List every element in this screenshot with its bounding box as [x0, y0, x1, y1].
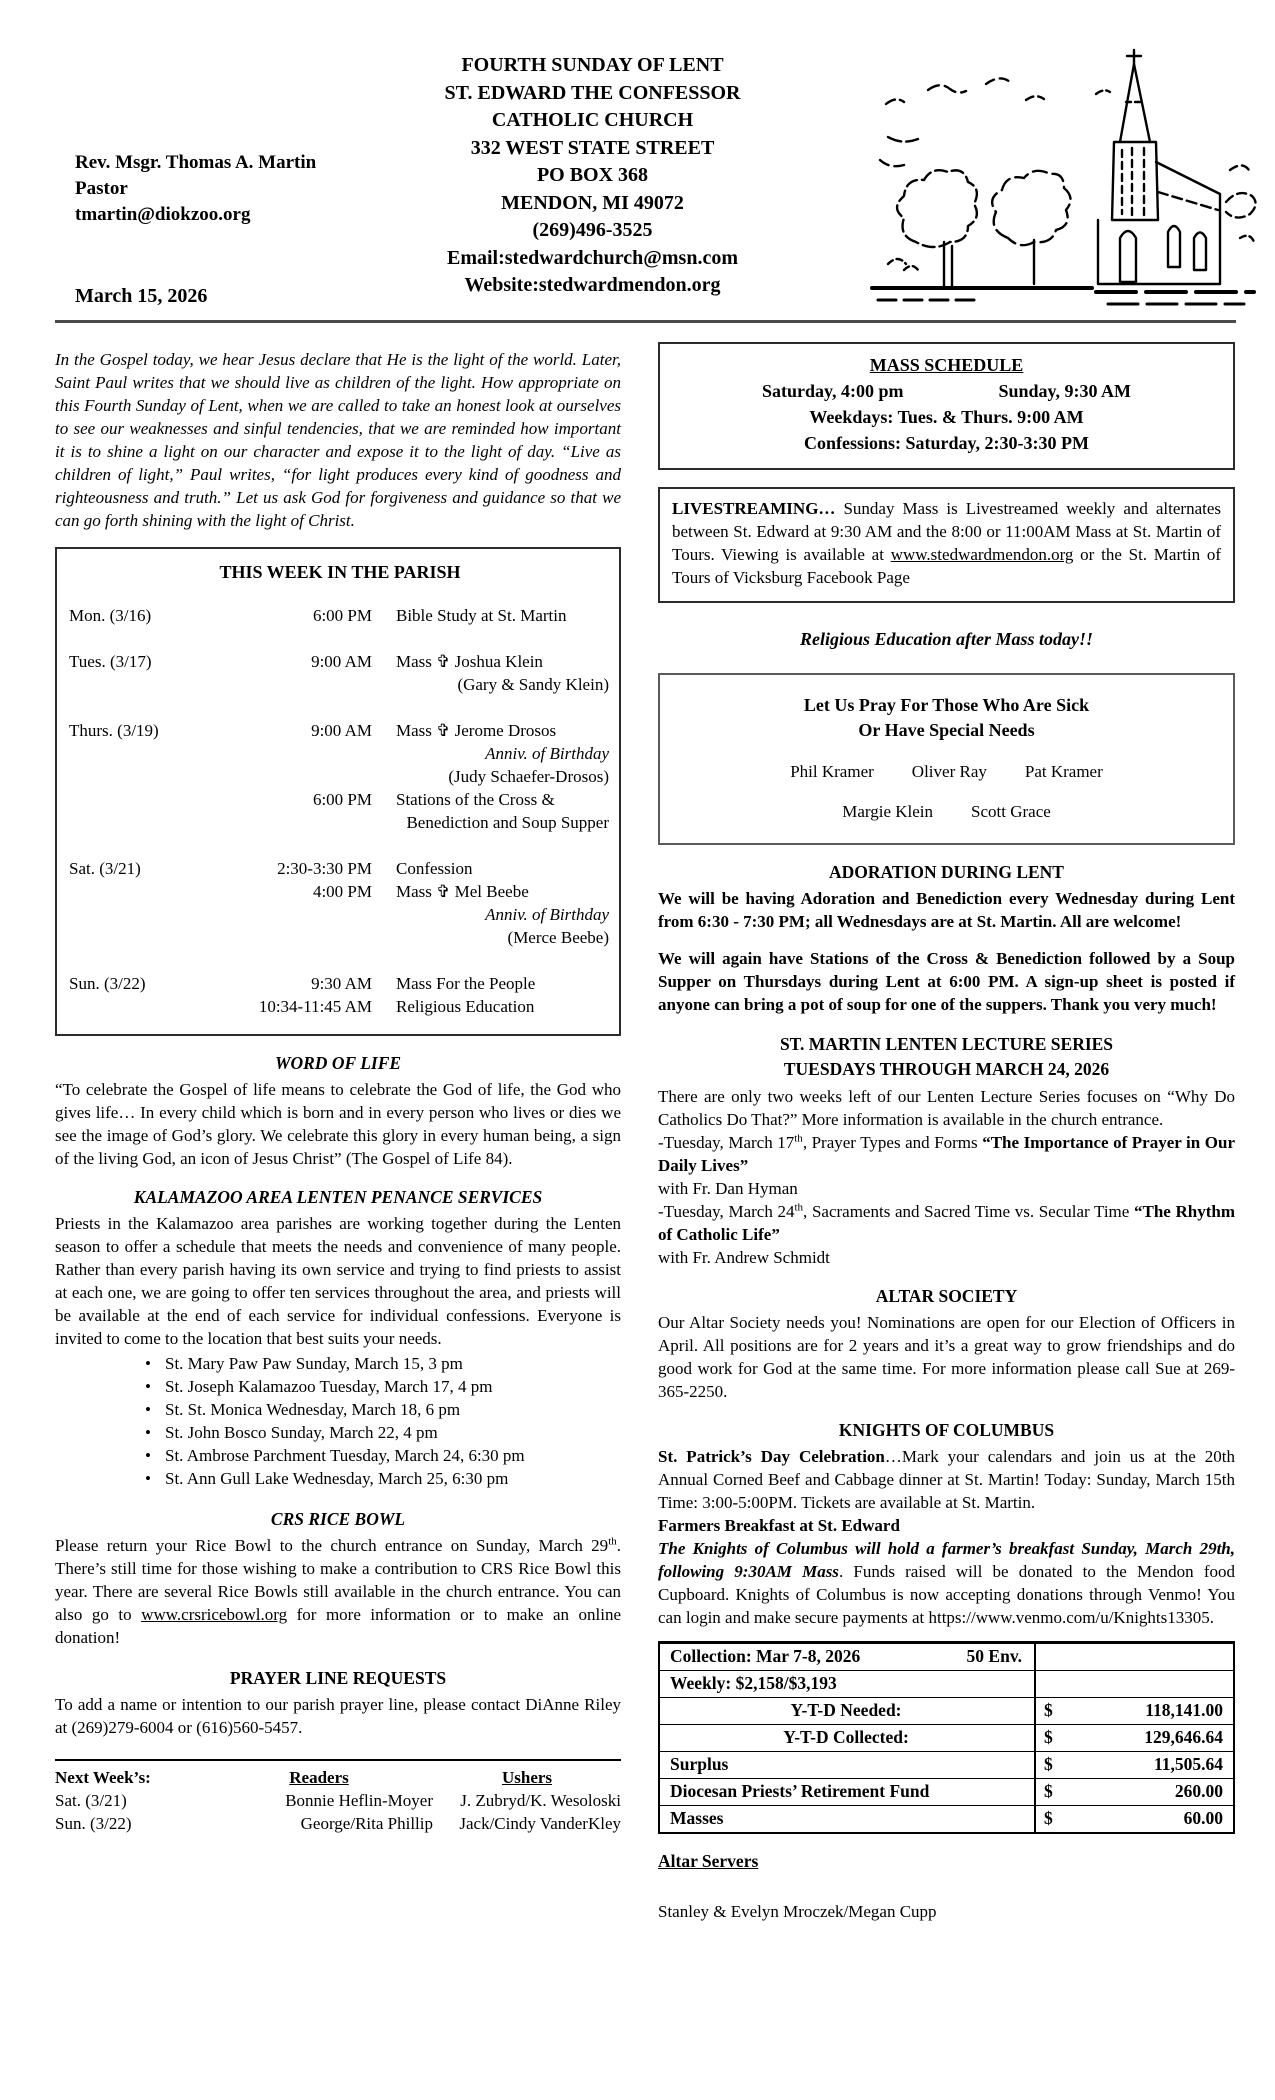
masthead-line: ST. EDWARD THE CONFESSOR: [444, 81, 741, 104]
readers-header: Readers: [289, 1768, 349, 1787]
schedule-row: [69, 949, 611, 972]
sick-person-name: Pat Kramer: [1024, 762, 1103, 781]
schedule-day: Mon. (3/16): [69, 606, 152, 625]
collection-amount: 129,646.64: [1144, 1727, 1223, 1747]
schedule-day: [69, 995, 194, 1018]
collection-table: [658, 1641, 1235, 1834]
adoration-heading: ADORATION DURING LENT: [829, 862, 1064, 882]
schedule-desc: [372, 949, 611, 972]
schedule-day: [69, 742, 194, 765]
schedule-day: [69, 811, 194, 834]
this-week-title: THIS WEEK IN THE PARISH: [219, 562, 461, 582]
schedule-time: 4:00 PM: [312, 882, 372, 901]
schedule-time: [194, 903, 372, 926]
schedule-time: 6:00 PM: [312, 790, 372, 809]
schedule-row: [69, 742, 611, 765]
schedule-row: [69, 857, 611, 880]
schedule-row: [69, 627, 611, 650]
lecture-intro: There are only two weeks left of our Lenten Lecture Series focuses on “Why Do Catholics Do That?” More information is available in the church entrance.: [658, 1087, 1235, 1129]
collection-row: [660, 1751, 1233, 1778]
schedule-row: [69, 650, 611, 673]
ushers-header: Ushers: [501, 1768, 553, 1787]
collection-row: [660, 1805, 1233, 1832]
penance-service-text: St. Mary Paw Paw Sunday, March 15, 3 pm: [165, 1354, 463, 1373]
schedule-desc: Benediction and Soup Supper: [406, 813, 609, 832]
schedule-desc: [372, 834, 611, 857]
schedule-day: [69, 949, 194, 972]
collection-label: Surplus: [670, 1754, 729, 1774]
schedule-row: [69, 880, 611, 903]
schedule-desc: Anniv. of Birthday: [485, 905, 609, 924]
crs-body[interactable]: Please return your Rice Bowl to the church entrance on Sunday, March 29th. There’s still time for those wishing to make a contribution to CRS Rice Bowl this year. There are several Rice Bowls still available in the church entrance. You can also go to www.crsricebowl.org for more information or to make an online donation!: [55, 1535, 622, 1647]
currency-sign: $: [1044, 1700, 1053, 1720]
collection-row: [660, 1643, 1233, 1670]
masthead-line: Email:stedwardchurch@msn.com: [446, 246, 738, 269]
altar-society-heading: ALTAR SOCIETY: [875, 1286, 1018, 1306]
gospel-reflection: In the Gospel today, we hear Jesus declare that He is the light of the world. Later, Saint Paul writes that we should live as children of the light. How appropriate on this Fourth Sunday of Lent, when we are called to take an honest look at ourselves to see our weaknesses and sinful tendencies, that we are reminded how important it is to shine a light on our character and expose it to the light of day. “Live as children of light,” Paul writes, “for light produces every kind of goodness and righteousness and truth.” Let us ask God for forgiveness and guidance so that we can go forth shining with the light of Christ.: [55, 350, 621, 530]
knights-para-2[interactable]: The Knights of Columbus will hold a farmer’s breakfast Sunday, March 29th, following 9:30AM Mass. Funds raised will be donated to the Mendon food Cupboard. Knights of Columbus is now accepting donations through Venmo! You can login and make secure payments at https://www.venmo.com/u/Knights13305.: [658, 1539, 1236, 1627]
schedule-time: 9:00 AM: [311, 721, 372, 740]
penance-service-text: St. Ambrose Parchment Tuesday, March 24, 6:30 pm: [165, 1446, 525, 1465]
schedule-time: [194, 627, 372, 650]
masthead-line: MENDON, MI 49072: [501, 191, 684, 214]
collection-label: Weekly: $2,158/$3,193: [670, 1673, 837, 1693]
schedule-time: 6:00 PM: [312, 606, 372, 625]
collection-row: [660, 1724, 1233, 1751]
schedule-desc: (Judy Schaefer-Drosos): [448, 767, 609, 786]
livestream-box: [658, 487, 1235, 603]
schedule-day: [69, 834, 194, 857]
schedule-day: [69, 696, 194, 719]
lecture-presenter-1: with Fr. Dan Hyman: [658, 1179, 798, 1198]
header-divider: [55, 320, 1236, 323]
mass-schedule-box: [658, 342, 1235, 470]
bullet-icon: •: [145, 1354, 151, 1373]
masthead-line: 332 WEST STATE STREET: [470, 136, 715, 159]
masthead-line: Website:stedwardmendon.org: [464, 274, 721, 296]
schedule-desc: Bible Study at St. Martin: [396, 606, 567, 625]
schedule-time: 9:30 AM: [311, 974, 372, 993]
church-sketch-svg: [858, 42, 1258, 310]
altar-servers-heading: Altar Servers: [658, 1851, 759, 1871]
sick-person-name: Margie Klein: [842, 802, 934, 821]
collection-amount: 260.00: [1174, 1781, 1223, 1801]
masthead-line: (269)496-3525: [532, 219, 653, 241]
schedule-time: [194, 696, 372, 719]
prayer-line-heading: PRAYER LINE REQUESTS: [229, 1668, 447, 1688]
schedule-day: Sun. (3/22): [69, 974, 146, 993]
livestream-text[interactable]: LIVESTREAMING… Sunday Mass is Livestreamed weekly and alternates between St. Edward at 9:30 AM and the 8:00 or 11:00AM Mass at St. Martin of Tours. Viewing is available at www.stedwardmendon.org or the St. Martin of Tours of Vicksburg Facebook Page: [672, 499, 1221, 587]
currency-sign: $: [1044, 1808, 1053, 1828]
currency-sign: $: [1044, 1727, 1053, 1747]
schedule-time: 9:00 AM: [311, 652, 372, 671]
mass-schedule-title: MASS SCHEDULE: [869, 355, 1024, 375]
penance-service-item: [55, 1375, 621, 1398]
schedule-row: [69, 719, 611, 742]
schedule-desc: Confession: [396, 859, 473, 878]
sick-names-row-1: [674, 760, 1219, 783]
collection-row: [660, 1697, 1233, 1724]
next-week-usher: Jack/Cindy VanderKley: [459, 1814, 621, 1833]
next-week-row: [55, 1789, 621, 1812]
schedule-row: [69, 604, 611, 627]
confession-times: Confessions: Saturday, 2:30-3:30 PM: [803, 433, 1089, 453]
penance-service-item: [55, 1398, 621, 1421]
schedule-day: [69, 880, 194, 903]
schedule-time: [194, 926, 372, 949]
penance-service-item: [55, 1421, 621, 1444]
schedule-day: [69, 788, 194, 811]
next-week-reader: Bonnie Heflin-Moyer: [285, 1791, 433, 1810]
penance-service-text: St. St. Monica Wednesday, March 18, 6 pm: [165, 1400, 461, 1419]
bullet-icon: •: [145, 1377, 151, 1396]
collection-amount: 11,505.64: [1153, 1754, 1223, 1774]
schedule-row: [69, 903, 611, 926]
pastor-title: Pastor: [75, 178, 128, 199]
penance-service-item: [55, 1444, 621, 1467]
schedule-desc: (Gary & Sandy Klein): [457, 675, 609, 694]
bulletin-date: March 15, 2026: [75, 285, 208, 307]
right-column: [658, 342, 1235, 1923]
schedule-day: [69, 765, 194, 788]
bullet-icon: •: [145, 1469, 151, 1488]
collection-label: Y-T-D Needed:: [790, 1700, 902, 1720]
knights-para-1: St. Patrick’s Day Celebration…Mark your calendars and join us at the 20th Annual Corned Beef and Cabbage dinner at St. Martin! Today: Sunday, March 15th Time: 3:00-5:00PM. Tickets are available at St. Martin.: [658, 1447, 1235, 1512]
schedule-time: 2:30-3:30 PM: [277, 859, 372, 878]
bullet-icon: •: [145, 1446, 151, 1465]
schedule-desc: Mass ✞ Mel Beebe: [396, 882, 529, 901]
sick-person-name: Scott Grace: [971, 802, 1051, 821]
crs-heading: CRS RICE BOWL: [270, 1509, 406, 1529]
next-week-header-row: [55, 1766, 621, 1789]
masthead-line: FOURTH SUNDAY OF LENT: [461, 54, 724, 76]
penance-service-text: St. Joseph Kalamazoo Tuesday, March 17, 4 pm: [165, 1377, 493, 1396]
next-week-reader: George/Rita Phillip: [300, 1814, 433, 1833]
schedule-time: [194, 811, 372, 834]
schedule-row: [69, 972, 611, 995]
schedule-time: [194, 673, 372, 696]
schedule-day: [69, 926, 194, 949]
schedule-row: [69, 765, 611, 788]
this-week-schedule: [69, 604, 611, 1018]
schedule-row: [69, 811, 611, 834]
schedule-row: [69, 788, 611, 811]
sick-box-title: Let Us Pray For Those Who Are Sick Or Have Special Needs: [803, 695, 1090, 740]
schedule-desc: Anniv. of Birthday: [485, 744, 609, 763]
adoration-para-2: We will again have Stations of the Cross & Benediction followed by a Soup Supper on Thursdays during Lent at 6:00 PM. A sign-up sheet is posted if anyone can bring a pot of soup for one of the suppers. Thank you very much!: [658, 949, 1235, 1014]
schedule-desc: (Merce Beebe): [507, 928, 609, 947]
schedule-row: [69, 926, 611, 949]
schedule-time: [194, 834, 372, 857]
schedule-day: [69, 903, 194, 926]
lecture-series-heading: ST. MARTIN LENTEN LECTURE SERIES TUESDAYS THROUGH MARCH 24, 2026: [779, 1034, 1114, 1079]
next-week-day: Sun. (3/22): [55, 1814, 132, 1833]
weekday-mass-times: Weekdays: Tues. & Thurs. 9:00 AM: [809, 407, 1084, 427]
schedule-desc: Mass For the People: [396, 974, 536, 993]
word-of-life-body: “To celebrate the Gospel of life means to celebrate the God of life, the God who gives life… In every child which is born and in every person who lives or dies we see the image of God’s glory. We celebrate this glory in every human being, a sign of the living God, an icon of Jesus Christ” (The Gospel of Life 84).: [55, 1080, 621, 1168]
masthead-line: CATHOLIC CHURCH: [491, 109, 694, 131]
next-week-table: [55, 1759, 621, 1835]
schedule-row: [69, 696, 611, 719]
schedule-day: [69, 627, 194, 650]
religious-ed-note: Religious Education after Mass today!!: [799, 629, 1094, 649]
penance-service-item: [55, 1467, 621, 1490]
collection-label: Diocesan Priests’ Retirement Fund: [670, 1781, 930, 1801]
next-week-label: Next Week’s:: [55, 1768, 151, 1787]
penance-body: Priests in the Kalamazoo area parishes are working together during the Lenten season to offer a schedule that meets the needs and convenience of many people. Rather than every parish having its own service and trying to find priests to assist at each one, we are going to offer ten services throughout the area, and priests will be available at the end of each service for individual confessions. Everyone is invited to come to the location that best suits your needs.: [55, 1214, 621, 1348]
schedule-day: Sat. (3/21): [69, 859, 141, 878]
pastor-info: [75, 150, 316, 228]
schedule-desc: Mass ✞ Jerome Drosos: [396, 721, 557, 740]
schedule-time: [194, 742, 372, 765]
lecture-presenter-2: with Fr. Andrew Schmidt: [658, 1248, 830, 1267]
lecture-item-2: -Tuesday, March 24th, Sacraments and Sacred Time vs. Secular Time “The Rhythm of Catholic Life”: [658, 1201, 1235, 1244]
adoration-para-1: We will be having Adoration and Benediction every Wednesday during Lent from 6:30 - 7:30 PM; all Wednesdays are at St. Martin. All are welcome!: [658, 889, 1235, 931]
schedule-row: [69, 673, 611, 696]
left-column: [55, 348, 621, 1835]
schedule-desc: [372, 627, 611, 650]
collection-row: [660, 1778, 1233, 1805]
schedule-desc: [372, 696, 611, 719]
schedule-row: [69, 834, 611, 857]
prayer-for-sick-box: [658, 673, 1235, 845]
schedule-time: 10:34-11:45 AM: [258, 997, 372, 1016]
bullet-icon: •: [145, 1400, 151, 1419]
next-week-rows: [55, 1789, 621, 1835]
collection-row: [660, 1670, 1233, 1697]
schedule-day: Thurs. (3/19): [69, 721, 159, 740]
schedule-row: [69, 995, 611, 1018]
sick-person-name: Oliver Ray: [911, 762, 987, 781]
currency-sign: $: [1044, 1781, 1053, 1801]
collection-amount: 60.00: [1183, 1808, 1223, 1828]
masthead-line: PO BOX 368: [536, 164, 649, 186]
collection-label: Masses: [670, 1808, 724, 1828]
schedule-desc: Religious Education: [396, 997, 535, 1016]
penance-service-list: [55, 1352, 621, 1490]
penance-service-text: St. Ann Gull Lake Wednesday, March 25, 6:30 pm: [165, 1469, 509, 1488]
farmers-breakfast-subhead: Farmers Breakfast at St. Edward: [658, 1516, 900, 1535]
altar-society-body: Our Altar Society needs you! Nominations are open for our Election of Officers in April. All positions are for 2 years and it’s a great way to grow friendships and do good work for God at the same time. For more information please call Sue at 269-365-2250.: [658, 1313, 1235, 1401]
penance-service-text: St. John Bosco Sunday, March 22, 4 pm: [165, 1423, 438, 1442]
pastor-name: Rev. Msgr. Thomas A. Martin: [75, 152, 317, 173]
church-masthead: [320, 52, 865, 300]
bullet-icon: •: [145, 1423, 151, 1442]
schedule-time: [194, 765, 372, 788]
schedule-desc: Mass ✞ Joshua Klein: [396, 652, 543, 671]
saturday-mass-time: Saturday, 4:00 pm: [761, 381, 904, 401]
knights-heading: KNIGHTS OF COLUMBUS: [838, 1420, 1055, 1440]
altar-servers-names: Stanley & Evelyn Mroczek/Megan Cupp: [658, 1902, 937, 1921]
penance-heading: KALAMAZOO AREA LENTEN PENANCE SERVICES: [133, 1187, 543, 1207]
sick-person-name: Phil Kramer: [790, 762, 874, 781]
collection-amount: 118,141.00: [1145, 1700, 1223, 1720]
lecture-item-1: -Tuesday, March 17th, Prayer Types and Forms “The Importance of Prayer in Our Daily Lives”: [658, 1132, 1235, 1175]
sick-names-row-2: [674, 800, 1219, 823]
currency-sign: $: [1044, 1754, 1053, 1774]
next-week-row: [55, 1812, 621, 1835]
word-of-life-heading: WORD OF LIFE: [274, 1053, 402, 1073]
penance-service-item: [55, 1352, 621, 1375]
prayer-line-body: To add a name or intention to our parish prayer line, please contact DiAnne Riley at (269)279-6004 or (616)560-5457.: [55, 1695, 621, 1737]
collection-label: Collection: Mar 7-8, 2026: [670, 1646, 861, 1666]
schedule-time: [194, 949, 372, 972]
schedule-day: [69, 673, 194, 696]
schedule-desc: Stations of the Cross &: [396, 790, 555, 809]
next-week-day: Sat. (3/21): [55, 1791, 127, 1810]
schedule-day: Tues. (3/17): [69, 652, 152, 671]
church-sketch-image: [858, 42, 1258, 310]
this-week-box: [55, 547, 621, 1036]
next-week-usher: J. Zubryd/K. Wesoloski: [460, 1791, 621, 1810]
collection-extra: 50 Env.: [966, 1646, 1022, 1666]
pastor-email: tmartin@diokzoo.org: [75, 204, 251, 225]
sunday-mass-time: Sunday, 9:30 AM: [998, 381, 1132, 401]
collection-label: Y-T-D Collected:: [783, 1727, 909, 1747]
mass-schedule-weekend: [670, 378, 1223, 404]
